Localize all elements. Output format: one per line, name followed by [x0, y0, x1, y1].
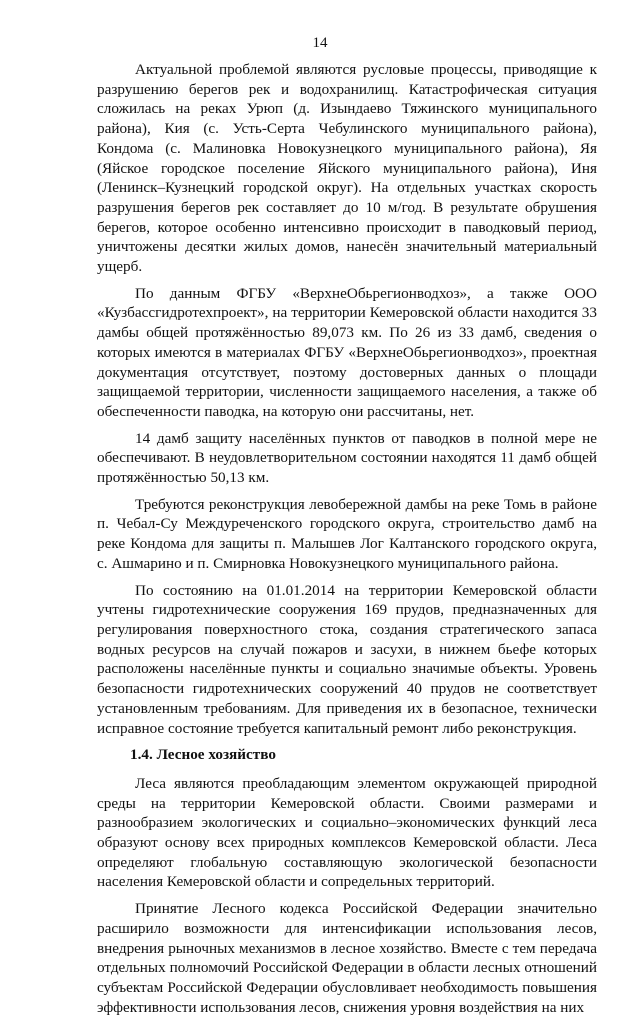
- paragraph-dams-data: По данным ФГБУ «ВерхнеОбьрегионводхоз», а также ООО «Кузбассгидротехпроект», на территории Кемеровской области находится 33 дамбы общей протяжённостью 89,073 км. По 26 из 33 дамб, сведения о которых имеются в материалах ФГБУ «ВерхнеОбьрегионводхоз», проектная документация отсутствует, поэтому достоверных данных о площади защищаемой территории, численности защищаемого населения, а также об обеспеченности паводка, на которую они рассчитаны, нет.: [97, 284, 597, 420]
- section-heading-forestry: 1.4. Лесное хозяйство: [130, 746, 276, 764]
- paragraph-ponds-hydrotechnical: По состоянию на 01.01.2014 на территории Кемеровской области учтены гидротехнические сооружения 169 прудов, предназначенных для регулирования поверхностного стока, создания стратегического запаса водных ресурсов на случай пожаров и засухи, в нижнем бьефе которых расположены населённые пункты и социально значимые объекты. Уровень безопасности гидротехнических сооружений 40 прудов не соответствует установленным требованиям. Для приведения их в безопасное, технически исправное состояние требуется капитальный ремонт либо реконструкция.: [97, 581, 597, 737]
- paragraph-forest-code: Принятие Лесного кодекса Российской Федерации значительно расширило возможности для интенсификации использования лесов, внедрения рыночных механизмов в лесное хозяйство. Вместе с тем передача отдельных полномочий Российской Федерации в области лесных отношений субъектам Российской Федерации обусловливает необходимость повышения эффективности использования лесов, снижения уровня воздействия на них: [97, 900, 597, 1016]
- paragraph-forests-role: Леса являются преобладающим элементом окружающей природной среды на территории Кемеровской области. Своими размерами и разнообразием экологических и социально–экономических функций леса образуют основу всех природных комплексов Кемеровской области. Леса определяют глобальную составляющую экологической безопасности населения Кемеровской области и сопредельных территорий.: [97, 774, 597, 891]
- paragraph-dams-condition: 14 дамб защиту населённых пунктов от паводков в полной мере не обеспечивают. В неудовлетворительном состоянии находятся 11 дамб общей протяжённостью 50,13 км.: [97, 429, 597, 487]
- page-body: [97, 60, 597, 1017]
- page-number: 14: [312, 35, 328, 51]
- paragraph-riverbank-erosion: Актуальной проблемой являются русловые процессы, приводящие к разрушению берегов рек и водохранилищ. Катастрофическая ситуация сложилась на реках Урюп (д. Изындаево Тяжинского муниципального района), Кия (с. Усть-Серта Чебулинского муниципального района), Кондома (с. Малиновка Новокузнецкого муниципального района), Яя (Яйское городское поселение Яйского муниципального района), Иня (Ленинск–Кузнецкий городской округ). На отдельных участках скорость разрушения берегов рек составляет до 10 м/год. В результате обрушения берегов, которое особенно интенсивно происходит в паводковый период, уничтожены десятки жилых домов, нанесён значительный материальный ущерб.: [97, 61, 597, 276]
- paragraph-reconstruction-needs: Требуются реконструкция левобережной дамбы на реке Томь в районе п. Чебал-Су Междуреченского городского округа, строительство дамб на реке Кондома для защиты п. Малышев Лог Калтанского городского округа, с. Ашмарино и п. Смирновка Новокузнецкого муниципального района.: [97, 495, 597, 572]
